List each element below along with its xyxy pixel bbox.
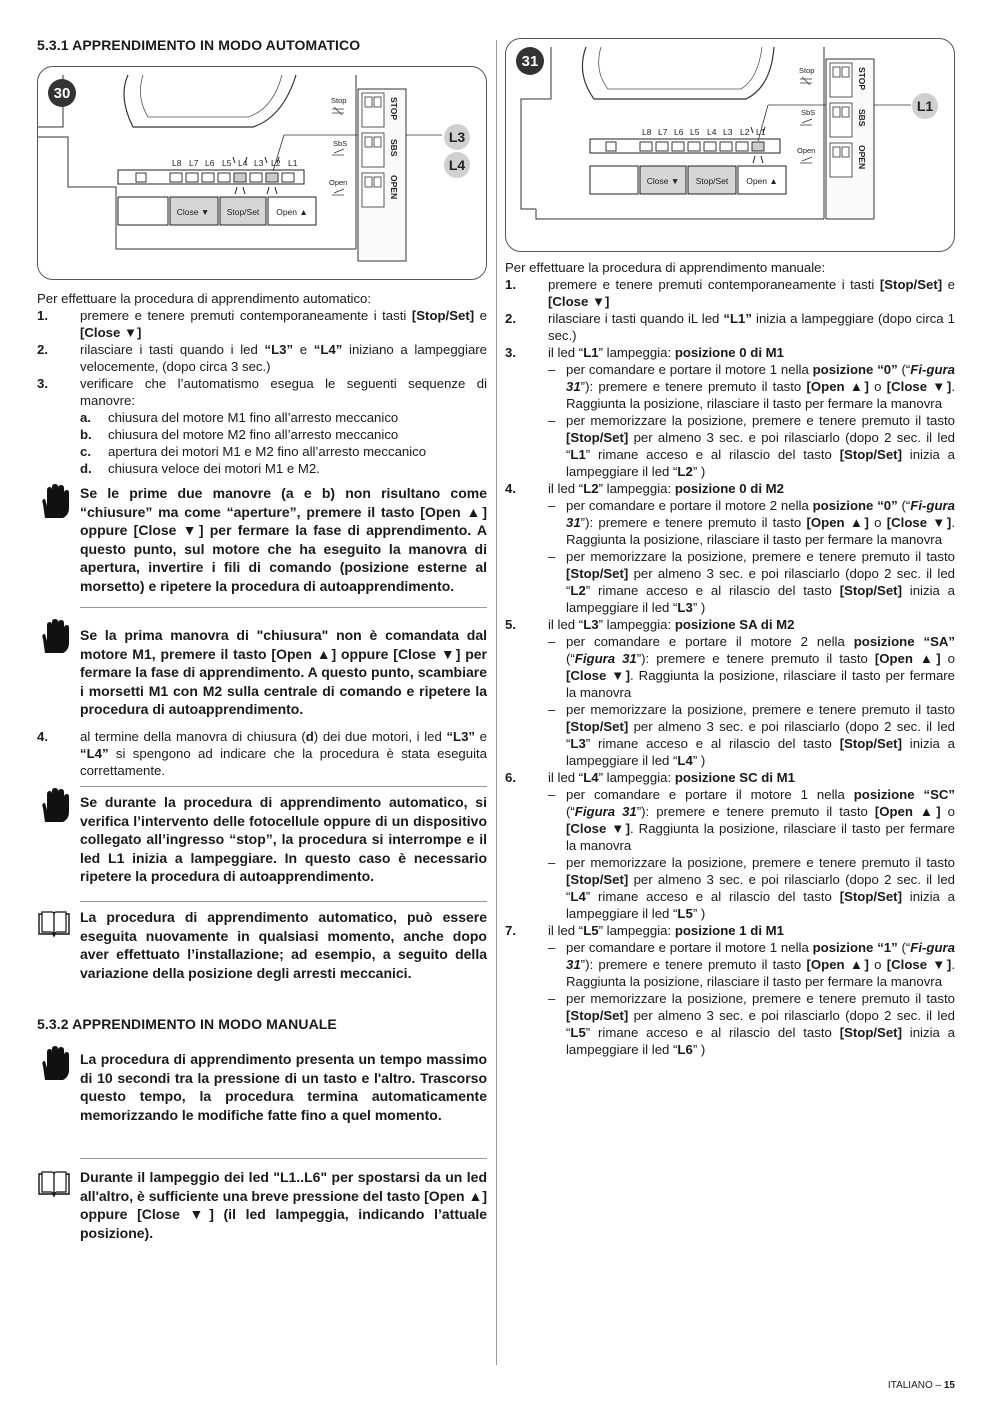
led-ref: “L1” (723, 311, 752, 326)
step-text: ” rimane acceso e al rilascio del tasto (585, 583, 840, 598)
led-label: L6 (205, 158, 215, 168)
dash-marker: – (548, 787, 556, 802)
led-ref: L1 (583, 345, 599, 360)
manual-book-icon (37, 908, 71, 944)
step-text: ” lampeggia: (598, 617, 675, 632)
step-text: per almeno 3 sec. e poi rilasciarlo (dopo 2 sec. il led “ (566, 872, 955, 904)
figure-ref: gura 31 (566, 940, 955, 972)
step-text: 2 (800, 634, 808, 649)
step-text: iniziano a lampeggiare velocemente, (dopo circa 3 sec.) (80, 342, 488, 374)
led-label: L3 (254, 158, 264, 168)
key-label: [Close ▼] (886, 515, 952, 530)
led-ref: L2 (583, 481, 599, 496)
section-heading-manual: 5.3.2 APPRENDIMENTO IN MODO MANUALE (37, 1016, 337, 1032)
step-text: (“ (897, 362, 911, 377)
step-text: per almeno 3 sec. e poi rilasciarlo (dopo 2 sec. il led “ (566, 566, 955, 598)
led-ref: L5 (583, 923, 599, 938)
step-text: il led “ (548, 345, 584, 360)
figure-ref: Fi- (910, 362, 927, 377)
note-text: Durante il lampeggio dei led "L1..L6" per spostarsi da un led all'altro, è sufficiente una breve pressione del tasto [Open ▲] oppure [Close ▼] (il led lampeggia, indicando l’attuale posizione). (80, 1169, 487, 1241)
key-label: [Stop/Set] (839, 1025, 902, 1040)
step-text: o (868, 379, 887, 394)
intro-manual: Per effettuare la procedura di apprendimento manuale: (505, 260, 826, 275)
key-label: [Stop/Set] (566, 566, 629, 581)
position-title: posizione 0 di M1 (674, 345, 784, 360)
led-label: L5 (222, 158, 232, 168)
step-number: 2. (37, 342, 48, 357)
figure-31 (505, 38, 955, 252)
page-number: 15 (943, 1380, 955, 1391)
callout-l3: L3 (448, 129, 466, 145)
key-label: [Stop/Set] (839, 736, 902, 751)
key-label: [Stop/Set] (879, 277, 943, 292)
note-text: Se le prime due manovre (a e b) non risultano come “chiusure” ma come “aperture”, premere il tasto [Open ▲] oppure [Close ▼] per fermare la fase di apprendimento. A questo punto, sul motore che ha eseguito la manovra di apertura, invertire i fili di comando (posizione esterne al morsetto) e ripetere la procedura di autoapprendimento. (80, 485, 487, 594)
step-text: per almeno 3 sec. e poi rilasciarlo (dopo 2 sec. il led “ (566, 1008, 955, 1040)
led-ref: “L4” (313, 342, 343, 357)
list-item (37, 728, 487, 779)
list-item (505, 616, 955, 769)
led-label: L8 (172, 158, 182, 168)
close-button-label: Close ▼ (176, 207, 210, 217)
led-ref: L2 (570, 583, 586, 598)
list-item (37, 375, 487, 477)
auto-step-4 (37, 728, 487, 779)
position-title: posizione 1 di M1 (674, 923, 784, 938)
dash-item (548, 361, 955, 412)
led-label: L1 (756, 127, 766, 137)
step-number: 7. (505, 923, 516, 938)
step-text: inizia a lampeggiare il led “ (566, 1025, 955, 1057)
key-label: [Stop/Set] (566, 430, 629, 445)
step-text: ”): premere e tenere premuto il tasto (636, 804, 875, 819)
step-text: ” rimane acceso e al rilascio del tasto (585, 1025, 840, 1040)
list-item (505, 769, 955, 922)
dash-marker: – (548, 855, 556, 870)
sub-item (80, 443, 487, 460)
dash-marker: – (548, 413, 556, 428)
led-ref: L3 (570, 736, 586, 751)
step-text: per comandare e portare il motore (566, 787, 801, 802)
step-text: per comandare e portare il motore (566, 362, 770, 377)
step-text: (“ (897, 940, 911, 955)
key-label: [Stop/Set] (839, 889, 902, 904)
key-label: [Close ▼] (566, 821, 631, 836)
note-text: La procedura di apprendimento presenta un tempo massimo di 10 secondi tra la pressione di un tasto e l'altro. Trascorso questo tempo, la procedura termina automaticamente memorizzando le modifiche fatte fino a quel momento. (80, 1051, 487, 1123)
step-text: per memorizzare la posizione, premere e tenere premuto il tasto (566, 549, 955, 564)
step-text: ” rimane acceso e al rilascio del tasto (585, 889, 840, 904)
step-ref: d (305, 729, 314, 744)
step-text: . Raggiunta la posizione, rilasciare il tasto per fermare la manovra (566, 379, 955, 411)
step-text: ” ) (692, 464, 706, 479)
note-text: Se durante la procedura di apprendimento automatico, si verifica l’intervento delle fotocellule oppure di un dispositivo collegato all’ingresso “stop”, la procedura si interrompe e il led L1 inizia a lampeggiare. In questo caso è necessario ripetere la procedura di autoapprendimento. (80, 794, 487, 884)
led-label: L2 (740, 127, 750, 137)
step-text: per almeno 3 sec. e poi rilasciarlo (dopo 2 sec. il led “ (566, 719, 955, 751)
key-label: [Close ▼] (886, 957, 952, 972)
figure-ref: Fi- (910, 498, 927, 513)
led-label: L1 (288, 158, 298, 168)
led-ref: L4 (677, 753, 693, 768)
led-ref: L1 (570, 447, 586, 462)
step-text: rilasciare i tasti quando iL led (548, 311, 724, 326)
led-ref: “L3” (264, 342, 294, 357)
led-label: L6 (674, 127, 684, 137)
sub-letter: b. (80, 427, 92, 442)
led-label: L4 (238, 158, 248, 168)
dash-marker: – (548, 940, 556, 955)
step-text: (“ (566, 651, 575, 666)
step-text: ” lampeggia: (598, 345, 675, 360)
step-text: e (475, 729, 488, 744)
step-number: 1. (505, 277, 516, 292)
sub-letter: c. (80, 444, 91, 459)
sub-text: chiusura veloce dei motori M1 e M2. (108, 461, 320, 476)
step-number: 3. (505, 345, 516, 360)
step-text: . Raggiunta la posizione, rilasciare il tasto per fermare la manovra (566, 515, 955, 547)
open-button-label: Open ▲ (746, 176, 778, 186)
step-text: si spengono ad indicare che la procedura è stata eseguita correttamente. (80, 746, 487, 778)
position-name: “SA” (923, 634, 955, 649)
led-label: L2 (271, 158, 281, 168)
step-text: ”): premere e tenere premuto il tasto (580, 379, 807, 394)
dash-marker: – (548, 549, 556, 564)
step-text: verificare che l’automatismo esegua le seguenti sequenze di manovre: (80, 376, 487, 408)
step-text: o (940, 804, 955, 819)
step-text: o (868, 515, 887, 530)
step-text: inizia a lampeggiare il led “ (566, 583, 955, 615)
step-text: ” rimane acceso e al rilascio del tasto (585, 447, 840, 462)
step-number: 5. (505, 617, 516, 632)
terminal-label-sbs: SBS (857, 109, 867, 127)
led-ref: L4 (583, 770, 599, 785)
figure-ref: gura 31 (566, 498, 955, 530)
dash-item (548, 990, 955, 1058)
step-text: (“ (897, 498, 911, 513)
step-text: nella (777, 498, 813, 513)
step-text: ) dei due motori, i led (313, 729, 447, 744)
step-text: (“ (566, 804, 575, 819)
position-title: posizione SC di M1 (674, 770, 795, 785)
step-text: per memorizzare la posizione, premere e tenere premuto il tasto (566, 855, 955, 870)
position-name: posizione (812, 940, 878, 955)
intro-auto: Per effettuare la procedura di apprendimento automatico: (37, 291, 372, 306)
led-ref: L3 (677, 600, 693, 615)
footer-language: ITALIANO – (887, 1380, 944, 1391)
side-label-stop: Stop (331, 96, 347, 105)
step-text: e (293, 342, 314, 357)
step-text: ”): premere e tenere premuto il tasto (580, 515, 807, 530)
key-label: [Open ▲] (874, 651, 941, 666)
terminal-label-open: OPEN (389, 175, 399, 200)
step-text: ” ) (692, 906, 706, 921)
position-name: “0” (877, 498, 898, 513)
step-text: inizia a lampeggiare il led “ (566, 889, 955, 921)
callout-l4: L4 (448, 157, 466, 173)
step-text: 1 (769, 940, 778, 955)
manual-book-icon (37, 1168, 71, 1204)
position-name: “0” (877, 362, 898, 377)
terminal-label-stop: STOP (389, 97, 399, 120)
position-name: “1” (877, 940, 898, 955)
figure-ref: gura 31 (566, 362, 955, 394)
sub-item (80, 426, 487, 443)
hand-stop-icon (37, 484, 71, 520)
led-ref: “L3” (446, 729, 476, 744)
step-text: ” lampeggia: (598, 770, 675, 785)
key-label: [Open ▲] (874, 804, 941, 819)
key-label: [Close ▼] (80, 325, 142, 340)
figure-ref: Fi- (910, 940, 927, 955)
side-label-stop: Stop (799, 66, 815, 75)
led-ref: L6 (677, 1042, 693, 1057)
key-label: [Stop/Set] (839, 583, 902, 598)
list-item (37, 307, 487, 341)
step-text: per memorizzare la posizione, premere e tenere premuto il tasto (566, 702, 955, 717)
figure-30-number: 30 (53, 85, 71, 102)
step-text: il led “ (548, 617, 584, 632)
sub-item (80, 460, 487, 477)
key-label: [Stop/Set] (411, 308, 475, 323)
dash-marker: – (548, 634, 556, 649)
hand-stop-icon (37, 1046, 71, 1082)
side-label-open: Open (797, 146, 816, 155)
step-text: . Raggiunta la posizione, rilasciare il tasto per fermare la manovra (566, 957, 955, 989)
dash-item (548, 854, 955, 922)
auto-steps (37, 307, 487, 477)
step-text: ” ) (692, 753, 706, 768)
sub-text: chiusura del motore M1 fino all’arresto meccanico (108, 410, 399, 425)
dash-item (548, 633, 955, 701)
position-name: posizione (812, 362, 878, 377)
step-text: per comandare e portare il motore (566, 498, 770, 513)
terminal-label-stop: STOP (857, 67, 867, 90)
step-text: al termine della manovra di chiusura ( (80, 729, 306, 744)
led-ref: L4 (570, 889, 586, 904)
step-text: 1 (800, 787, 808, 802)
step-text: il led “ (548, 481, 584, 496)
section-heading-auto: 5.3.1 APPRENDIMENTO IN MODO AUTOMATICO (37, 37, 361, 53)
position-title: posizione SA di M2 (674, 617, 795, 632)
step-number: 3. (37, 376, 48, 391)
step-text: per memorizzare la posizione, premere e tenere premuto il tasto (566, 991, 955, 1006)
led-label: L7 (189, 158, 199, 168)
hand-stop-icon (37, 788, 71, 824)
step-text: ” ) (692, 1042, 706, 1057)
step-number: 1. (37, 308, 48, 323)
note-text: La procedura di apprendimento automatico, può essere eseguita nuovamente in qualsiasi momento, anche dopo aver effettuato l’installazione; ad esempio, a seguito della variazione della posizione degli arresti meccanici. (80, 909, 487, 981)
dash-marker: – (548, 362, 556, 377)
side-label-open: Open (329, 178, 348, 187)
sub-letter: a. (80, 410, 91, 425)
step-text: ” lampeggia: (598, 923, 675, 938)
key-label: [Open ▲] (806, 957, 869, 972)
step-text: inizia a lampeggiare il led “ (566, 736, 955, 768)
note-divider (80, 901, 487, 902)
dash-item (548, 412, 955, 480)
hand-stop-icon (37, 619, 71, 655)
step-text: inizia a lampeggiare (dopo circa 1 sec.) (548, 311, 955, 343)
step-text: premere e tenere premuti contemporaneamente i tasti (548, 277, 880, 292)
dash-marker: – (548, 498, 556, 513)
step-text: per comandare e portare il motore (566, 634, 801, 649)
note-divider (80, 786, 487, 787)
dash-item (548, 939, 955, 990)
step-number: 6. (505, 770, 516, 785)
step-text: il led “ (548, 770, 584, 785)
dash-marker: – (548, 991, 556, 1006)
step-text: inizia a lampeggiare il led “ (566, 447, 955, 479)
key-label: [Stop/Set] (566, 1008, 629, 1023)
key-label: [Open ▲] (806, 379, 869, 394)
key-label: [Stop/Set] (566, 719, 629, 734)
step-text: per comandare e portare il motore (566, 940, 770, 955)
key-label: [Close ▼] (566, 668, 631, 683)
step-text: o (940, 651, 955, 666)
step-text: il led “ (548, 923, 584, 938)
side-label-sbs: SbS (333, 139, 348, 148)
dash-item (548, 701, 955, 769)
sub-item (80, 409, 487, 426)
sub-letter: d. (80, 461, 92, 476)
list-item (505, 310, 955, 344)
position-name: “SC” (923, 787, 955, 802)
key-label: [Stop/Set] (566, 872, 629, 887)
key-label: [Close ▼] (548, 294, 610, 309)
figure-31-number: 31 (521, 53, 539, 70)
step-text: nella (808, 787, 854, 802)
stopset-button-label: Stop/Set (695, 176, 729, 186)
position-name: posizione (853, 634, 924, 649)
led-ref: L5 (570, 1025, 586, 1040)
led-ref: L3 (583, 617, 599, 632)
step-text: 1 (769, 362, 778, 377)
terminal-label-open: OPEN (857, 145, 867, 170)
list-item (505, 922, 955, 1058)
sub-text: chiusura del motore M2 fino all’arresto meccanico (108, 427, 399, 442)
stopset-button-label: Stop/Set (226, 207, 260, 217)
step-text: e (474, 308, 487, 323)
side-label-sbs: SbS (801, 108, 816, 117)
step-text: . Raggiunta la posizione, rilasciare il tasto per fermare la manovra (566, 821, 955, 853)
led-ref: L2 (677, 464, 693, 479)
step-text: ” lampeggia: (598, 481, 675, 496)
figure-ref: Figura 31 (574, 651, 637, 666)
manual-steps (505, 276, 955, 1058)
led-label: L4 (707, 127, 717, 137)
step-text: nella (777, 940, 813, 955)
note-text: Se la prima manovra di "chiusura" non è comandata dal motore M1, premere il tasto [Open ▲] oppure [Close ▼] per fermare la fase di apprendimento. A questo punto, scambiare i morsetti M1 con M2 sulla centrale di comando e ripetere la procedura di autoapprendimento. (80, 627, 487, 717)
step-text: ”): premere e tenere premuto il tasto (636, 651, 875, 666)
column-divider (496, 40, 497, 1365)
step-text: nella (777, 362, 813, 377)
key-label: [Open ▲] (806, 515, 869, 530)
step-text: nella (808, 634, 854, 649)
step-text: per almeno 3 sec. e poi rilasciarlo (dopo 2 sec. il led “ (566, 430, 955, 462)
figure-ref: Figura 31 (574, 804, 637, 819)
close-button-label: Close ▼ (646, 176, 680, 186)
figure-31-drawing (506, 39, 954, 251)
dash-item (548, 786, 955, 854)
figure-30 (37, 66, 487, 280)
dash-item (548, 497, 955, 548)
led-label: L7 (658, 127, 668, 137)
led-label: L3 (723, 127, 733, 137)
step-number: 4. (505, 481, 516, 496)
list-item (37, 341, 487, 375)
position-name: posizione (812, 498, 878, 513)
list-item (505, 344, 955, 480)
figure-30-drawing (38, 67, 486, 279)
position-title: posizione 0 di M2 (674, 481, 784, 496)
key-label: [Stop/Set] (839, 447, 902, 462)
key-label: [Close ▼] (886, 379, 952, 394)
step-text: 2 (769, 498, 778, 513)
list-item (505, 276, 955, 310)
list-item (505, 480, 955, 616)
step-text: o (868, 957, 887, 972)
terminal-label-sbs: SBS (389, 139, 399, 157)
sub-text: apertura dei motori M1 e M2 fino all’arresto meccanico (108, 444, 427, 459)
manual-blocks (505, 344, 955, 1058)
step-text: rilasciare i tasti quando i led (80, 342, 265, 357)
step-text: ”): premere e tenere premuto il tasto (580, 957, 807, 972)
dash-marker: – (548, 702, 556, 717)
led-label: L8 (642, 127, 652, 137)
callout-l1: L1 (916, 98, 934, 114)
led-ref: L5 (677, 906, 693, 921)
page-footer (888, 1377, 955, 1394)
note-divider (80, 607, 487, 608)
dash-item (548, 548, 955, 616)
note-divider (80, 1158, 487, 1159)
step-text: premere e tenere premuti contemporaneamente i tasti (80, 308, 412, 323)
step-text: e (942, 277, 955, 292)
led-ref: “L4” (80, 746, 109, 761)
step-text: ” ) (692, 600, 706, 615)
led-label: L5 (690, 127, 700, 137)
step-text: per memorizzare la posizione, premere e tenere premuto il tasto (566, 413, 955, 428)
step-number: 2. (505, 311, 516, 326)
position-name: posizione (853, 787, 924, 802)
open-button-label: Open ▲ (276, 207, 308, 217)
step-number: 4. (37, 729, 48, 744)
step-text: . Raggiunta la posizione, rilasciare il tasto per fermare la manovra (566, 668, 955, 700)
step-text: ” rimane acceso e al rilascio del tasto (585, 736, 840, 751)
